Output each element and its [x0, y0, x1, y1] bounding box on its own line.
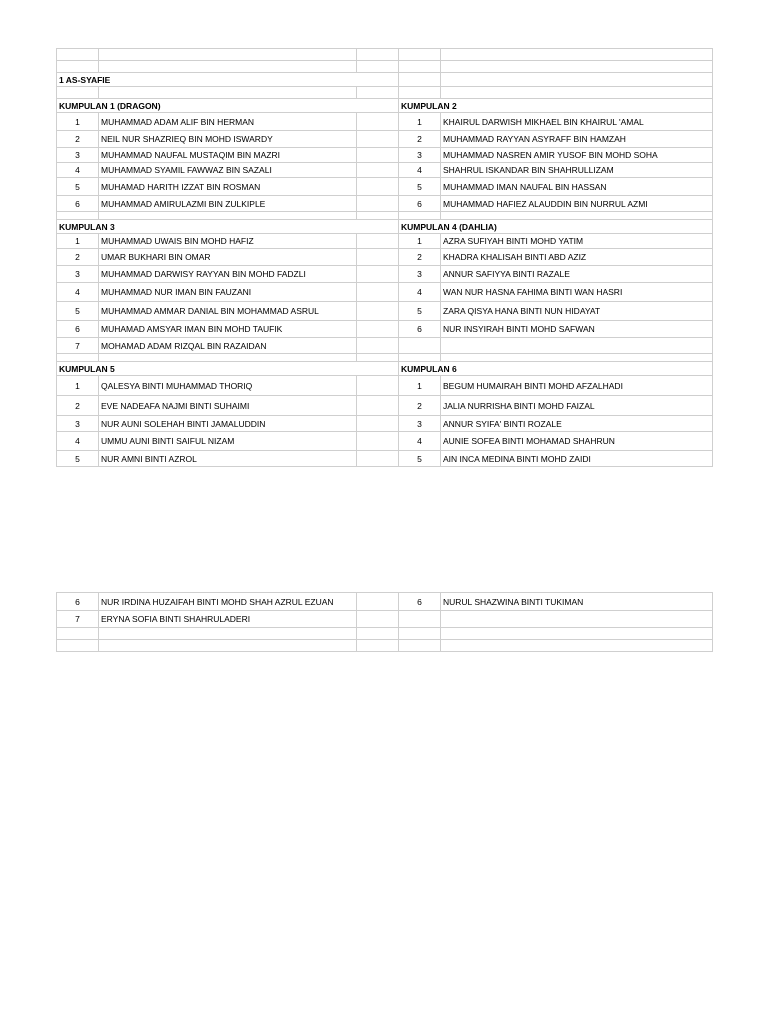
member-number: 4: [57, 432, 99, 451]
table-row: [57, 266, 713, 283]
group-header-row: [57, 220, 713, 234]
member-number: 6: [399, 196, 441, 212]
member-number: [399, 611, 441, 628]
group-title: KUMPULAN 5: [57, 362, 399, 376]
member-number: 2: [399, 131, 441, 148]
member-name: MUHAMMAD DARWISY RAYYAN BIN MOHD FADZLI: [99, 266, 357, 283]
member-number: 4: [399, 283, 441, 302]
member-number: 2: [57, 396, 99, 416]
table-row: [57, 432, 713, 451]
member-name: UMAR BUKHARI BIN OMAR: [99, 249, 357, 266]
member-number: 6: [57, 593, 99, 611]
member-number: 2: [57, 249, 99, 266]
member-number: 4: [57, 163, 99, 178]
member-name: [441, 611, 713, 628]
member-number: 5: [57, 302, 99, 321]
member-name: MOHAMAD ADAM RIZQAL BIN RAZAIDAN: [99, 338, 357, 354]
class-title-row: [57, 73, 713, 87]
member-name: MUHAMAD HARITH IZZAT BIN ROSMAN: [99, 178, 357, 196]
member-number: 6: [399, 593, 441, 611]
member-number: 3: [57, 266, 99, 283]
member-name: ERYNA SOFIA BINTI SHAHRULADERI: [99, 611, 357, 628]
member-number: 5: [399, 178, 441, 196]
member-number: 5: [57, 178, 99, 196]
table-row: [57, 451, 713, 467]
member-number: 3: [399, 266, 441, 283]
member-number: 1: [399, 113, 441, 131]
member-name: SHAHRUL ISKANDAR BIN SHAHRULLIZAM: [441, 163, 713, 178]
member-name: MUHAMMAD NUR IMAN BIN FAUZANI: [99, 283, 357, 302]
table-row: [57, 376, 713, 396]
member-number: 3: [57, 416, 99, 432]
member-name: KHADRA KHALISAH BINTI ABD AZIZ: [441, 249, 713, 266]
member-number: 6: [57, 321, 99, 338]
table-row: [57, 302, 713, 321]
member-name: MUHAMMAD AMMAR DANIAL BIN MOHAMMAD ASRUL: [99, 302, 357, 321]
member-name: NURUL SHAZWINA BINTI TUKIMAN: [441, 593, 713, 611]
table-row: [57, 113, 713, 131]
blank-row: [57, 49, 713, 61]
member-name: EVE NADEAFA NAJMI BINTI SUHAIMI: [99, 396, 357, 416]
table-row: [57, 611, 713, 628]
blank-row: [57, 354, 713, 362]
member-name: NEIL NUR SHAZRIEQ BIN MOHD ISWARDY: [99, 131, 357, 148]
member-number: 3: [57, 148, 99, 163]
class-title: 1 AS-SYAFIE: [57, 73, 399, 87]
member-name: ANNUR SYIFA' BINTI ROZALE: [441, 416, 713, 432]
member-number: 1: [399, 234, 441, 249]
table-row: [57, 416, 713, 432]
member-name: MUHAMMAD HAFIEZ ALAUDDIN BIN NURRUL AZMI: [441, 196, 713, 212]
member-name: AZRA SUFIYAH BINTI MOHD YATIM: [441, 234, 713, 249]
member-name: NUR AMNI BINTI AZROL: [99, 451, 357, 467]
member-name: MUHAMMAD NASREN AMIR YUSOF BIN MOHD SOHA: [441, 148, 713, 163]
blank-row: [57, 212, 713, 220]
member-number: 2: [399, 396, 441, 416]
member-name: AUNIE SOFEA BINTI MOHAMAD SHAHRUN: [441, 432, 713, 451]
member-number: 1: [57, 234, 99, 249]
blank-row: [57, 628, 713, 640]
blank-row: [57, 87, 713, 99]
member-name: MUHAMMAD NAUFAL MUSTAQIM BIN MAZRI: [99, 148, 357, 163]
blank-row: [57, 61, 713, 73]
member-number: 2: [399, 249, 441, 266]
table-row: [57, 338, 713, 354]
class-group-sheet: [56, 48, 713, 467]
member-number: 7: [57, 338, 99, 354]
member-name: QALESYA BINTI MUHAMMAD THORIQ: [99, 376, 357, 396]
table-row: [57, 131, 713, 148]
group-header-row: [57, 362, 713, 376]
member-number: 1: [57, 113, 99, 131]
member-name: MUHAMMAD IMAN NAUFAL BIN HASSAN: [441, 178, 713, 196]
table-row: [57, 148, 713, 163]
member-number: 4: [399, 432, 441, 451]
blank-row: [57, 640, 713, 652]
table-row: [57, 396, 713, 416]
member-name: NUR AUNI SOLEHAH BINTI JAMALUDDIN: [99, 416, 357, 432]
member-number: 7: [57, 611, 99, 628]
member-number: 1: [399, 376, 441, 396]
member-name: UMMU AUNI BINTI SAIFUL NIZAM: [99, 432, 357, 451]
member-number: 6: [399, 321, 441, 338]
table-row: [57, 178, 713, 196]
member-number: 5: [399, 302, 441, 321]
member-name: MUHAMAD AMSYAR IMAN BIN MOHD TAUFIK: [99, 321, 357, 338]
member-number: 4: [399, 163, 441, 178]
class-group-sheet-continued: [56, 592, 713, 652]
member-name: NUR INSYIRAH BINTI MOHD SAFWAN: [441, 321, 713, 338]
member-name: AIN INCA MEDINA BINTI MOHD ZAIDI: [441, 451, 713, 467]
member-number: 5: [399, 451, 441, 467]
group-title: KUMPULAN 4 (DAHLIA): [399, 220, 713, 234]
member-name: ZARA QISYA HANA BINTI NUN HIDAYAT: [441, 302, 713, 321]
group-title: KUMPULAN 6: [399, 362, 713, 376]
group-header-row: [57, 99, 713, 113]
member-name: MUHAMMAD AMIRULAZMI BIN ZULKIPLE: [99, 196, 357, 212]
member-name: BEGUM HUMAIRAH BINTI MOHD AFZALHADI: [441, 376, 713, 396]
member-name: MUHAMMAD ADAM ALIF BIN HERMAN: [99, 113, 357, 131]
member-number: 6: [57, 196, 99, 212]
member-name: WAN NUR HASNA FAHIMA BINTI WAN HASRI: [441, 283, 713, 302]
table-row: [57, 163, 713, 178]
member-number: 3: [399, 148, 441, 163]
member-name: JALIA NURRISHA BINTI MOHD FAIZAL: [441, 396, 713, 416]
member-name: ANNUR SAFIYYA BINTI RAZALE: [441, 266, 713, 283]
member-number: 2: [57, 131, 99, 148]
group-title: KUMPULAN 2: [399, 99, 713, 113]
group-title: KUMPULAN 3: [57, 220, 399, 234]
member-number: 5: [57, 451, 99, 467]
member-name: MUHAMMAD RAYYAN ASYRAFF BIN HAMZAH: [441, 131, 713, 148]
table-row: [57, 196, 713, 212]
table-row: [57, 593, 713, 611]
member-name: MUHAMMAD SYAMIL FAWWAZ BIN SAZALI: [99, 163, 357, 178]
table-row: [57, 249, 713, 266]
member-number: 1: [57, 376, 99, 396]
table-row: [57, 321, 713, 338]
member-name: NUR IRDINA HUZAIFAH BINTI MOHD SHAH AZRUL EZUAN: [99, 593, 357, 611]
group-title: KUMPULAN 1 (DRAGON): [57, 99, 399, 113]
table-row: [57, 283, 713, 302]
member-number: 3: [399, 416, 441, 432]
member-name: KHAIRUL DARWISH MIKHAEL BIN KHAIRUL 'AMAL: [441, 113, 713, 131]
member-number: 4: [57, 283, 99, 302]
table-row: [57, 234, 713, 249]
member-name: MUHAMMAD UWAIS BIN MOHD HAFIZ: [99, 234, 357, 249]
